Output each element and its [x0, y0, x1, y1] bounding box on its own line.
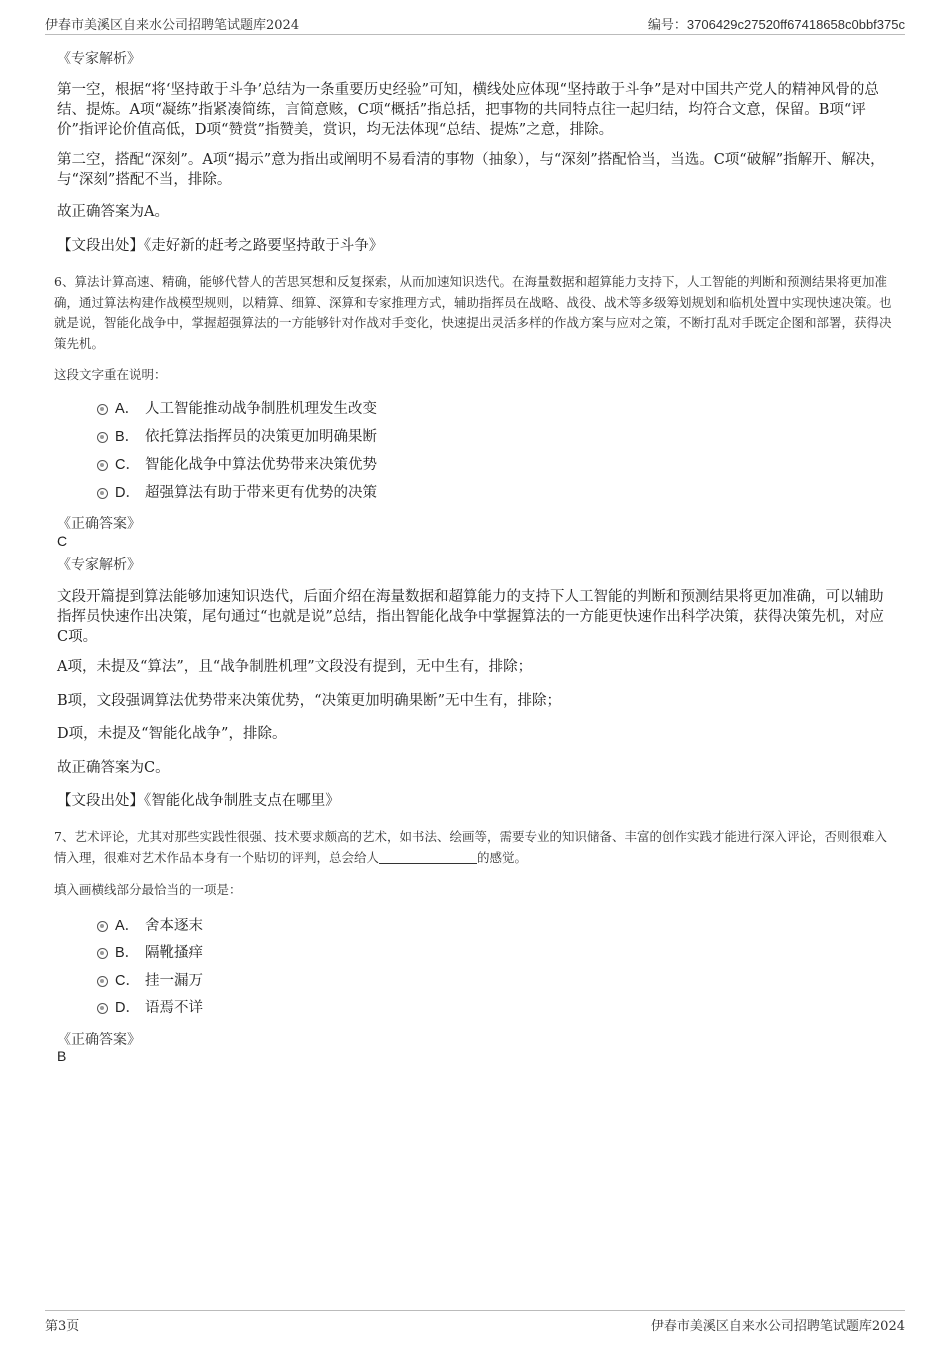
option-b[interactable]: B． 依托算法指挥员的决策更加明确果断: [97, 427, 377, 447]
header-title: 伊春市美溪区自来水公司招聘笔试题库2024: [45, 18, 300, 33]
analysis-paragraph: 第二空，搭配“深刻”。A项“揭示”意为指出或阐明不易看清的事物（抽象），与“深刻”搭配恰当，当选。C项“破解”指解开、解决，与“深刻”搭配不当，排除。: [57, 152, 885, 188]
source-citation: 【文段出处】《智能化战争制胜支点在哪里》: [57, 793, 340, 809]
question-stem: 6、算法计算高速、精确，能够代替人的苦思冥想和反复探索，从而加速知识迭代。在海量数据和超算能力支持下，人工智能的判断和预测结果将更加准确，通过算法构建作战模型规则，以精算、细算、深算和专家推理方式，辅助指挥员在战略、战役、战术等多级筹划规划和临机处置中实现快速决策。也就是说，智能化战争中，掌握超强算法的一方能够针对作战对手变化，快速提出灵活多样的作战方案与应对之策，不断打乱对手既定企图和部署，获得决策先机。: [54, 274, 892, 351]
option-text: 智能化战争中算法优势带来决策优势: [145, 457, 377, 473]
option-c[interactable]: C． 挂一漏万: [97, 971, 203, 991]
page-footer: [45, 1310, 905, 1333]
radio-icon[interactable]: [97, 460, 108, 471]
radio-icon[interactable]: [97, 404, 108, 415]
question-prompt: 这段文字重在说明：: [54, 367, 167, 382]
analysis-paragraph: 第一空，根据“将‘坚持敢于斗争’总结为一条重要历史经验”可知，横线处应体现“坚持敢于斗争”是对中国共产党人的精神风骨的总结、提炼。A项“凝练”指紧凑简练，言简意赅，C项“概括”指总括，把事物的共同特点往一起归结，均符合文意，保留。B项“评价”指评论价值高低，D项“赞赏”指赞美，赏识，均无法体现“总结、提炼”之意，排除。: [57, 82, 879, 138]
correct-answer-label: 《正确答案》: [57, 516, 141, 532]
option-b[interactable]: B． 隔靴搔痒: [97, 943, 203, 963]
document-code: 编号：3706429c27520ff67418658c0bbf375c: [647, 17, 905, 32]
expert-analysis-label: 《专家解析》: [57, 557, 141, 573]
question-prompt: 填入画横线部分最恰当的一项是：: [54, 882, 242, 897]
page-header: [45, 14, 905, 35]
question-stem: 7、艺术评论，尤其对那些实践性很强、技术要求颇高的艺术，如书法、绘画等，需要专业的知识储备、丰富的创作实践才能进行深入评论，否则很难入情入理，很难对艺术作品本身有一个贴切的评判，总会给人 的感觉。: [54, 829, 887, 865]
option-text: 语焉不详: [145, 1000, 203, 1016]
radio-icon[interactable]: [97, 921, 108, 932]
option-text: 挂一漏万: [145, 973, 203, 989]
conclusion: 故正确答案为C。: [57, 760, 170, 776]
correct-answer: C: [57, 533, 68, 549]
option-a[interactable]: A． 人工智能推动战争制胜机理发生改变: [97, 399, 377, 419]
radio-icon[interactable]: [97, 488, 108, 499]
option-text: 舍本逐末: [145, 918, 203, 934]
option-a[interactable]: A． 舍本逐末: [97, 916, 203, 936]
correct-answer-label: 《正确答案》: [57, 1032, 141, 1048]
radio-icon[interactable]: [97, 976, 108, 987]
analysis-paragraph: A项，未提及“算法”，且“战争制胜机理”文段没有提到，无中生有，排除；: [57, 659, 533, 675]
expert-analysis-label: 《专家解析》: [57, 51, 141, 67]
option-d[interactable]: D． 超强算法有助于带来更有优势的决策: [97, 483, 377, 503]
option-c[interactable]: C． 智能化战争中算法优势带来决策优势: [97, 455, 377, 475]
analysis-paragraph: D项，未提及“智能化战争”，排除。: [57, 726, 287, 742]
analysis-paragraph: 文段开篇提到算法能够加速知识迭代，后面介绍在海量数据和超算能力的支持下人工智能的判断和预测结果将更加准确，可以辅助指挥员快速作出决策，尾句通过“也就是说”总结，指出智能化战争中掌握算法的一方能更快速作出科学决策，获得决策先机，对应C项。: [57, 589, 884, 645]
page-number: 第3页: [45, 1319, 80, 1334]
option-text: 人工智能推动战争制胜机理发生改变: [145, 401, 377, 417]
conclusion: 故正确答案为A。: [57, 204, 169, 220]
footer-title: 伊春市美溪区自来水公司招聘笔试题库2024: [650, 1319, 905, 1334]
radio-icon[interactable]: [97, 1003, 108, 1014]
analysis-paragraph: B项，文段强调算法优势带来决策优势，“决策更加明确果断”无中生有，排除；: [57, 693, 561, 709]
option-text: 超强算法有助于带来更有优势的决策: [145, 485, 377, 501]
fill-blank-line: [379, 851, 477, 864]
source-citation: 【文段出处】《走好新的赶考之路要坚持敢于斗争》: [57, 238, 384, 254]
radio-icon[interactable]: [97, 432, 108, 443]
correct-answer: B: [57, 1048, 67, 1064]
option-text: 依托算法指挥员的决策更加明确果断: [145, 429, 377, 445]
radio-icon[interactable]: [97, 948, 108, 959]
option-text: 隔靴搔痒: [145, 945, 203, 961]
option-d[interactable]: D． 语焉不详: [97, 998, 203, 1018]
